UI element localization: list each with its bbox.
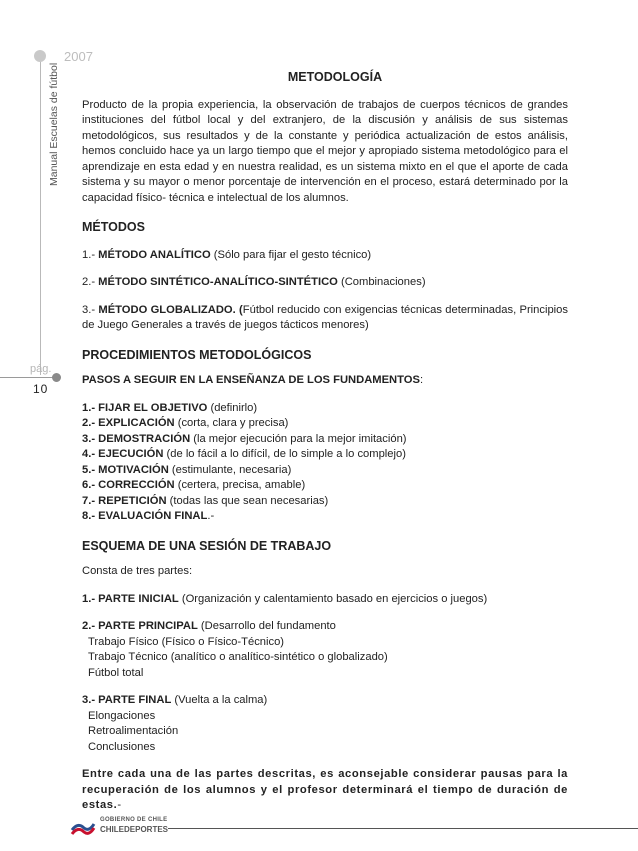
- method-item: [82, 275, 568, 291]
- part-subitem: Trabajo Físico (Físico o Físico-Técnico): [88, 635, 285, 648]
- step-item: [82, 463, 568, 479]
- method-desc: Fútbol reducido con exigencias técnicas determinadas, Principios de Juego Generales a través de juegos tácticos menores): [82, 303, 568, 331]
- method-number: 2.-: [82, 276, 99, 288]
- method-desc: (Combinaciones): [337, 276, 426, 288]
- part-subitem: Elongaciones: [88, 709, 156, 722]
- sidebar-vertical-line: [40, 55, 41, 375]
- step-item: [82, 401, 568, 417]
- step-desc: (certera, precisa, amable): [174, 479, 306, 491]
- part-subitem: Conclusiones: [88, 740, 156, 753]
- part-inicial: [82, 592, 568, 608]
- step-label: 8.- EVALUACIÓN FINAL: [82, 510, 208, 522]
- pasos-subheading-suffix: :: [419, 374, 424, 386]
- esquema-heading: ESQUEMA DE UNA SESIÓN DE TRABAJO: [82, 538, 332, 553]
- part-final: [82, 693, 568, 755]
- step-label: 4.- EJECUCIÓN: [82, 448, 164, 460]
- part-subitem: Retroalimentación: [88, 725, 179, 737]
- pasos-subheading-text: PASOS A SEGUIR EN LA ENSEÑANZA DE LOS FUNDAMENTOS: [82, 374, 420, 386]
- closing-text: Entre cada una de las partes descritas, es aconsejable considerar pausas para la recuperación de los alumnos y el profesor determinará el tiempo de duración de estas.: [82, 768, 568, 811]
- logo-line-1: GOBIERNO DE CHILE: [100, 817, 168, 823]
- step-item: [82, 416, 568, 432]
- part-subitem: Trabajo Técnico (analítico o analítico-sintético o globalizado): [88, 651, 388, 663]
- step-item: [82, 447, 568, 463]
- closing-paragraph: [82, 767, 568, 814]
- part-final-header: [82, 693, 568, 709]
- manual-label: Manual Escuelas de fútbol: [48, 62, 60, 186]
- method-number: 1.-: [82, 248, 99, 261]
- sidebar-top-dot: [34, 50, 46, 62]
- part-desc: (Desarrollo del fundamento: [197, 620, 336, 632]
- step-label: 6.- CORRECCIÓN: [82, 479, 175, 491]
- method-desc: (Sólo para fijar el gesto técnico): [210, 248, 372, 261]
- step-label: 7.- REPETICIÓN: [82, 494, 167, 507]
- step-desc: (de lo fácil a lo difícil, de lo simple a lo complejo): [163, 448, 406, 460]
- step-desc: .-: [207, 510, 215, 522]
- step-label: 5.- MOTIVACIÓN: [82, 463, 169, 476]
- esquema-intro: Consta de tres partes:: [82, 565, 193, 577]
- method-item: [82, 303, 568, 334]
- step-desc: (estimulante, necesaria): [168, 463, 292, 476]
- part-principal: [82, 619, 568, 681]
- step-desc: (corta, clara y precisa): [174, 417, 289, 429]
- part-label: 3.- PARTE FINAL: [82, 694, 172, 706]
- step-item: [82, 432, 568, 448]
- chile-flag-icon: [70, 816, 96, 836]
- procedimientos-heading: PROCEDIMIENTOS METODOLÓGICOS: [82, 347, 312, 362]
- step-item: [82, 509, 568, 525]
- method-name: MÉTODO ANALÍTICO: [98, 248, 211, 261]
- part-label: 1.- PARTE INICIAL: [82, 592, 179, 605]
- footer-rule: [168, 828, 638, 829]
- part-desc: (Organización y calentamiento basado en ejercicios o juegos): [178, 592, 488, 605]
- step-desc: (todas las que sean necesarias): [166, 494, 329, 507]
- page-number: 10: [33, 382, 49, 396]
- part-subitem: Fútbol total: [88, 666, 144, 679]
- method-name: MÉTODO GLOBALIZADO. (: [98, 303, 243, 316]
- logo-line-2: CHILEDEPORTES: [100, 825, 169, 834]
- page-marker-line: [0, 377, 56, 378]
- page-title: METODOLOGÍA: [287, 70, 383, 84]
- step-item: [82, 478, 568, 494]
- closing-suffix: -: [117, 799, 122, 811]
- pasos-subheading: [82, 373, 568, 389]
- step-label: 3.- DEMOSTRACIÓN: [82, 432, 191, 445]
- method-item: [82, 248, 568, 264]
- main-content: [82, 70, 568, 814]
- method-name: MÉTODO SINTÉTICO-ANALÍTICO-SINTÉTICO: [98, 276, 338, 288]
- step-desc: (definirlo): [207, 401, 258, 414]
- page-label: pág.: [30, 363, 52, 375]
- step-item: [82, 494, 568, 510]
- step-desc: (la mejor ejecución para la mejor imitación): [190, 432, 407, 445]
- metodos-heading: MÉTODOS: [82, 220, 145, 234]
- method-number: 3.-: [82, 303, 99, 316]
- part-principal-header: [82, 619, 568, 635]
- part-label: 2.- PARTE PRINCIPAL: [82, 620, 198, 632]
- page-marker-dot: [52, 373, 61, 382]
- step-label: 1.- FIJAR EL OBJETIVO: [82, 401, 208, 414]
- step-label: 2.- EXPLICACIÓN: [82, 417, 175, 429]
- intro-paragraph: Producto de la propia experiencia, la observación de trabajos de cuerpos técnicos de grandes instituciones del fútbol local y del extranjero, de la discusión y análisis de sus sistemas metodológicos, sus resultados y de la constante y periódica actualización de estos análisis, hemos concluido hace ya un largo tiempo que el mejor y apropiado sistema metodológico para el aprendizaje en esta edad y en nuestra realidad, es un sistema mixto en el que el aporte de cada sistema y su mayor o menor porcentaje de intervención en el proceso, estará determinado por la capacidad físico- técnica e intelectual de los alumnos.: [82, 98, 568, 204]
- part-desc: (Vuelta a la calma): [171, 694, 268, 706]
- steps-list: [82, 401, 568, 525]
- gobierno-logo: [70, 814, 180, 838]
- year-label: 2007: [64, 49, 93, 64]
